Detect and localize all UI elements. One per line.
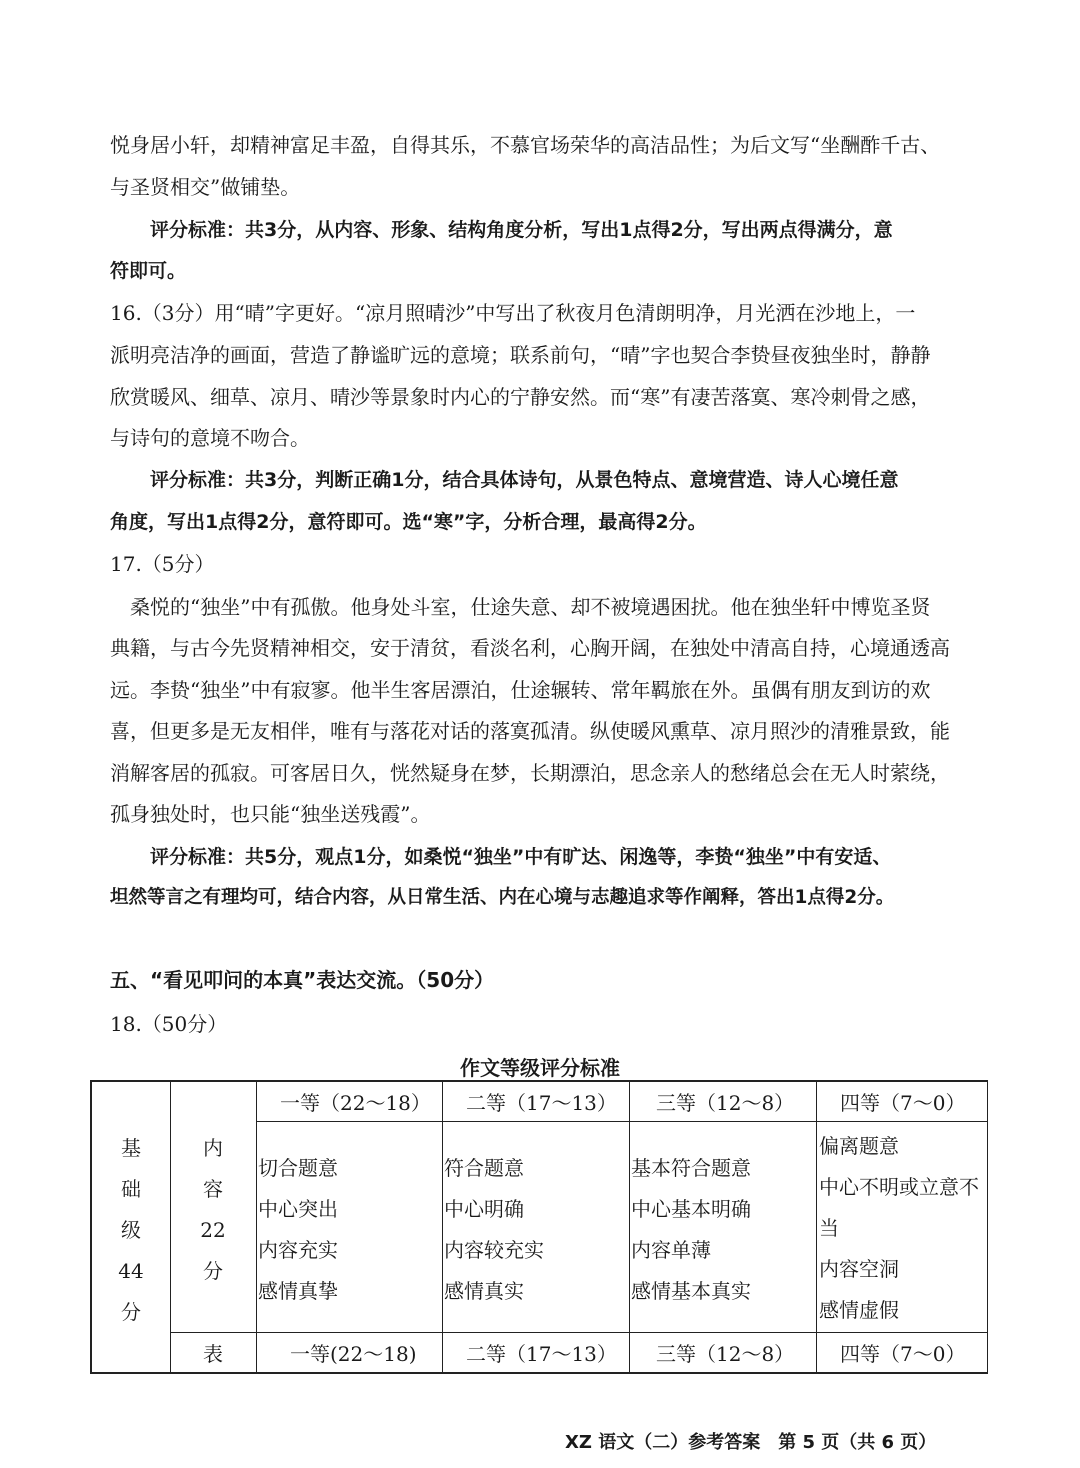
text-line: 远。李贽“独坐”中有寂寥。他半生客居漂泊，仕途辗转、常年羁旅在外。虽偶有朋友到访的欢: [110, 678, 931, 702]
bottom-header-grade-3: 三等（12～8）: [656, 1342, 795, 1366]
bottom-header-grade-1: 一等(22～18): [290, 1342, 417, 1366]
header-grade-4: 四等（7～0）: [840, 1091, 966, 1115]
header-grade-3: 三等（12～8）: [656, 1091, 795, 1115]
grade-3-criteria: 基本符合题意 中心基本明确 内容单薄 感情基本真实: [631, 1156, 751, 1303]
grade-1-criteria: 切合题意 中心突出 内容充实 感情真挚: [258, 1156, 338, 1303]
text-line: 典籍，与古今先贤精神相交，安于清贫，看淡名利，心胸开阔，在独处中清高自持，心境通透高: [110, 636, 950, 660]
text-line: 喜，但更多是无友相伴，唯有与落花对话的落寞孤清。纵使暖风熏草、凉月照沙的清雅景致，能: [110, 719, 950, 743]
header-grade-1: 一等（22～18）: [280, 1091, 431, 1115]
question-17: 17.（5分）: [110, 552, 215, 576]
text-line: 消解客居的孤寂。可客居日久，恍然疑身在梦，长期漂泊，思念亲人的愁绪总会在无人时萦绕，: [110, 761, 950, 785]
row-group-label: 基 础 级 44 分: [118, 1136, 144, 1324]
expression-label: 表: [203, 1342, 223, 1366]
sub-group-label: 内 容 22 分: [200, 1136, 226, 1283]
text-line: 与诗句的意境不吻合。: [110, 426, 310, 450]
grade-4-criteria: 偏离题意 中心不明或立意不 当 内容空洞 感情虚假: [819, 1134, 979, 1322]
text-line: 派明亮洁净的画面，营造了静谧旷远的意境；联系前句，“晴”字也契合李贽昼夜独坐时，静静: [110, 343, 931, 367]
text-line: 孤身独处时，也只能“独坐送残霞”。: [110, 802, 431, 826]
scoring-standard: 坦然等言之有理均可，结合内容，从日常生活、内在心境与志趣追求等作阐释，答出1点得2分。: [110, 887, 895, 908]
scoring-standard: 评分标准：共3分，判断正确1分，结合具体诗句，从景色特点、意境营造、诗人心境任意: [150, 469, 899, 491]
question-18: 18.（50分）: [110, 1012, 228, 1036]
question-16: 16.（3分）用“晴”字更好。“凉月照晴沙”中写出了秋夜月色清朗明净，月光洒在沙地上，一: [110, 301, 916, 325]
section-heading: 五、“看见叩问的本真”表达交流。（50分）: [110, 968, 495, 992]
bottom-header-grade-2: 二等（17～13）: [466, 1342, 617, 1366]
bottom-header-grade-4: 四等（7～0）: [840, 1342, 966, 1366]
text-line: 欣赏暖风、细草、凉月、晴沙等景象时内心的宁静安然。而“寒”有凄苦落寞、寒冷刺骨之感，: [110, 385, 931, 409]
scoring-standard: 角度，写出1点得2分，意符即可。选“寒”字，分析合理，最高得2分。: [110, 511, 707, 533]
scoring-standard: 评分标准：共5分，观点1分，如桑悦“独坐”中有旷达、闲逸等，李贽“独坐”中有安适、: [150, 846, 892, 868]
grade-2-criteria: 符合题意 中心明确 内容较充实 感情真实: [444, 1156, 544, 1303]
text-line: 悦身居小轩，却精神富足丰盈，自得其乐，不慕官场荣华的高洁品性；为后文写“坐酬酢千古、: [110, 133, 941, 157]
header-grade-2: 二等（17～13）: [466, 1091, 617, 1115]
scoring-standard: 评分标准：共3分，从内容、形象、结构角度分析，写出1点得2分，写出两点得满分，意: [150, 219, 893, 241]
page-footer: XZ 语文（二）参考答案 第 5 页（共 6 页）: [565, 1432, 937, 1453]
text-line: 桑悦的“独坐”中有孤傲。他身处斗室，仕途失意、却不被境遇困扰。他在独坐轩中博览圣贤: [130, 595, 931, 619]
table-title: 作文等级评分标准: [460, 1056, 620, 1080]
text-line: 与圣贤相交”做铺垫。: [110, 175, 301, 199]
scoring-standard: 符即可。: [110, 260, 187, 282]
